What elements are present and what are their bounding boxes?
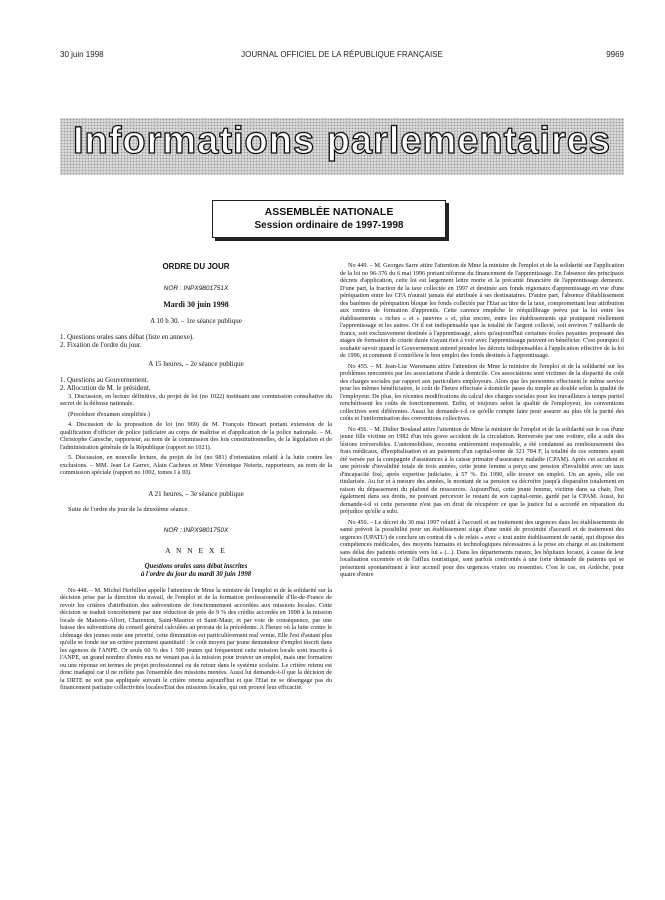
question-449: No 449. – M. Georges Sarre attire l'attention de Mme la ministre de l'emploi et de la solidarité sur l'application de la loi no 96-376 du 6 mai 1996 portant réforme du financement de l'apprentissage. En l'absence des principaux décrets d'application, cette loi est largement lettre morte et la précarité financière de l'apprentissage demeure. D'une part, la fraction de la taxe collectée en 1997 et destinée aux fonds régionaux d'apprentissage en vue d'une péréquation entre les CFA n'aurait jamais été attribuée à ses destinataires. D'autre part, l'absence d'établissement des barèmes de péréquation bloque les fonds collectés par l'Etat au titre de la taxe, compromettant leur attribution aux centres de formation d'apprentis. Cette carence empêche le rééquilibrage prévu par la loi entre les établissements « riches » et « pauvres » et, plus encore, entre les établissements qui pratiquent réellement l'apprentissage et les autres. Or il est indispensable que la totalité de l'argent collecté, soit environ 7 milliards de francs, soit exclusivement destinée à l'apprentissage, alors qu'aujourd'hui certaines écoles payantes proposant des stages de formation de courte durée n'ayant rien à voir avec l'apprentissage peuvent en bénéficier. C'est pourquoi il souhaite savoir quand le Gouvernement entend prendre les décrets indispensables à l'application effective de la loi de 1996, et comment il contrôlera le bon emploi des fonds destinés à l'apprentissage.: [340, 262, 624, 359]
agenda-item: 2. Allocution de M. le président.: [60, 384, 151, 393]
assembly-name: ASSEMBLÉE NATIONALE: [264, 206, 394, 218]
agenda-item: 1. Questions orales sans débat (liste en annexe).: [60, 333, 194, 341]
agenda-item: 5. Discussion, en nouvelle lecture, du projet de loi (no 981) d'orientation relatif à la lutte contre les exclusions. – MM. Jean Le Garrec, Alain Cacheux et Mme Véronique Neiertz, rapporteurs, au nom de la commission spéciale (rapport no 1002, tomes I à III).: [60, 454, 332, 477]
annex-subtitle-line: à l'ordre du jour du mardi 30 juin 1998: [140, 570, 252, 578]
agenda-item: 2. Fixation de l'ordre du jour.: [60, 341, 142, 350]
question-456: No 456. – M. Didier Boulaud attire l'attention de Mme la ministre de l'emploi et de la solidarité sur le cas d'une jeune fille victime en 1982 d'un très grave accident de la circulation. Renversée par une voiture, elle a subi des lésions irréversibles. L'automobiliste, reconnu entièrement responsable, a été condamné au remboursement des frais médicaux, d'hospitalisation et au paiement d'un capital-rente de 321 784 F, la totalité de ces sommes ayant été versée par la compagnie d'assurances à la caisse primaire d'assurance maladie (CPAM). Après cet accident et une période d'invalidité totale de trois années, cette jeune femme a perçu une pension d'invalidité avec un taux d'incapacité fixé, après expertise judiciaire, à 57 %. En 1990, elle trouve un emploi. Un an après, elle est titularisée. Au fur et à mesure des années, le montant de sa pension va décroître jusqu'à disparaître totalement en raison du dépassement du plafond de ressources. Aujourd'hui, cette jeune femme, victime dans sa chair, l'est également dans ses droits, ne pouvant percevoir le restant de son capital-rente, gardé par la CPAM. Aussi, lui demande-t-il si cette personne n'est pas en droit de récupérer ce que la justice lui a accordé en réparation du préjudice qu'elle a subi.: [340, 425, 624, 515]
question-455: No 455. – M. Jean-Luc Warsmann attire l'attention de Mme la ministre de l'emploi et de la solidarité sur les problèmes rencontrés par les associations d'aide à domicile. Ces associations sont victimes de la disparité du coût des charges sociales par rapport aux particuliers employeurs. Alors que les personnes effectuent le même service pour les mêmes bénéficiaires, le coût de l'heure effectuée à domicile passe du simple au double selon la qualité de l'employeur. De plus, les récentes modifications du calcul des charges sociales pour les travailleurs à temps partiel renchérissent les coûts de fonctionnement. Enfin, et toujours selon la qualité de l'employeur, les conventions collectives sont différentes. Aussi lui demande-t-il ce qu'elle compte faire pour assurer au plus tôt la parité des coûts et l'uniformisation des conventions collectives.: [340, 362, 624, 422]
third-sitting-agenda: Suite de l'ordre du jour de la deuxième séance.: [68, 505, 190, 513]
first-sitting: A 10 h 30. – 1re séance publique: [150, 317, 242, 325]
right-column: [340, 262, 624, 582]
order-of-day-heading: ORDRE DU JOUR: [162, 262, 230, 271]
nor-reference: NOR : INPX9801750X: [163, 526, 229, 534]
annex-heading: A N N E X E: [165, 545, 227, 555]
annex-subtitle-line: Questions orales sans débat inscrites: [144, 562, 248, 570]
question-448: No 448. – M. Michel Herbillon appelle l'attention de Mme la ministre de l'emploi et de la solidarité sur la décision prise par la direction du travail, de l'emploi et de la formation professionnelle d'Ile-de-France de revoir les critères d'attribution des subventions de fonctionnement accordées aux missions locales. Cette décision se traduit concrètement par une réduction de près de 9 % des crédits accordés en 1998 à la mission locale de Maisons-Alfort, Charenton, Saint-Maurice et Saint-Maur, et par voie de conséquence, par une baisse des subventions du conseil général calculées au prorata de la précédente. A l'heure où la lutte contre le chômage des jeunes reste une priorité, cette diminution est particulièrement mal venue. Elle l'est d'autant plus qu'elle se fonde sur un critère purement quantitatif : le coût moyen par jeune demandeur d'emploi inscrit dans les agences de l'ANPE. Or seuls 60 % des 1 500 jeunes qui fréquentent cette mission locale sont inscrits à l'ANPE, un grand nombre d'entre eux ne venant pas à la mission pour trouver un emploi, mais une formation ou une réponse en termes de projet professionnel ou de retour dans le système scolaire. Le critère retenu est donc inadapté car il ne reflète pas l'ensemble des missions menées. Aussi lui demande-t-il que la décision de la DRTE ne soit pas appliquée suivant le critère retenu aujourd'hui et que l'Etat ne se désengage pas du financement paritaire collectivités locales/Etat des missions locales, qui ont prouvé leur efficacité.: [60, 586, 332, 692]
banner-title: Informations parlementaires: [72, 120, 612, 162]
procedure-note: (Procédure d'examen simplifiée.): [68, 410, 151, 418]
running-head-journal: JOURNAL OFFICIEL DE LA RÉPUBLIQUE FRANÇAISE: [241, 50, 443, 59]
third-sitting: A 21 heures, – 3e séance publique: [148, 489, 244, 498]
left-column: [60, 262, 332, 695]
agenda-item: 4. Discussion de la proposition de loi (no 969) de M. François Huwart portant extension de la qualification d'officier de police judiciaire au corps de maîtrise et d'application de la police nationale. – M. Christophe Caresche, rapporteur, au nom de la commission des lois constitutionnelles, de la législation et de l'administration générale de la République (rapport no 1021).: [60, 421, 332, 451]
section-banner: [60, 118, 624, 175]
annex-subtitle: [60, 563, 332, 579]
assembly-session: Session ordinaire de 1997-1998: [254, 220, 404, 231]
nor-reference: NOR : INPX9801751X: [163, 285, 229, 292]
second-sitting: A 15 heures, – 2e séance publique: [148, 359, 244, 368]
page-number: 9969: [606, 50, 624, 59]
sitting-date: Mardi 30 juin 1998: [163, 300, 229, 309]
running-head-date: 30 juin 1998: [60, 50, 104, 59]
agenda-item: 1. Questions au Gouvernement.: [60, 375, 149, 384]
running-head: [60, 50, 624, 64]
question-450: No 450. – Le décret du 30 mai 1997 relatif à l'accueil et au traitement des urgences dans les établissements de santé prévoit la possibilité pour un établissement siège d'une unité de proximité d'accueil et de traitement des urgences (UPATU) de conclure un contrat dit « de relais » avec « tout autre établissement de santé, qui dispose des compétences médicales, des moyens humains et technologiques nécessaires à la prise en charge et au traitement sans délai des patients orientés vers lui » (...). Dans les départements ruraux, les hôpitaux locaux, à cause de leur localisation excentrée et de l'afflux touristique, sont parfois confrontés à une forte demande de patients qui se présentent spontanément à leur accueil pour des urgences vraies ou ressenties. C'est le cas, en Ardèche, pour quatre d'entre: [340, 518, 624, 578]
agenda-item: 3. Discussion, en lecture définitive, du projet de loi (no 1022) instituant une commission consultative du secret de la défense nationale.: [60, 392, 332, 408]
assembly-heading-box: [212, 200, 446, 238]
